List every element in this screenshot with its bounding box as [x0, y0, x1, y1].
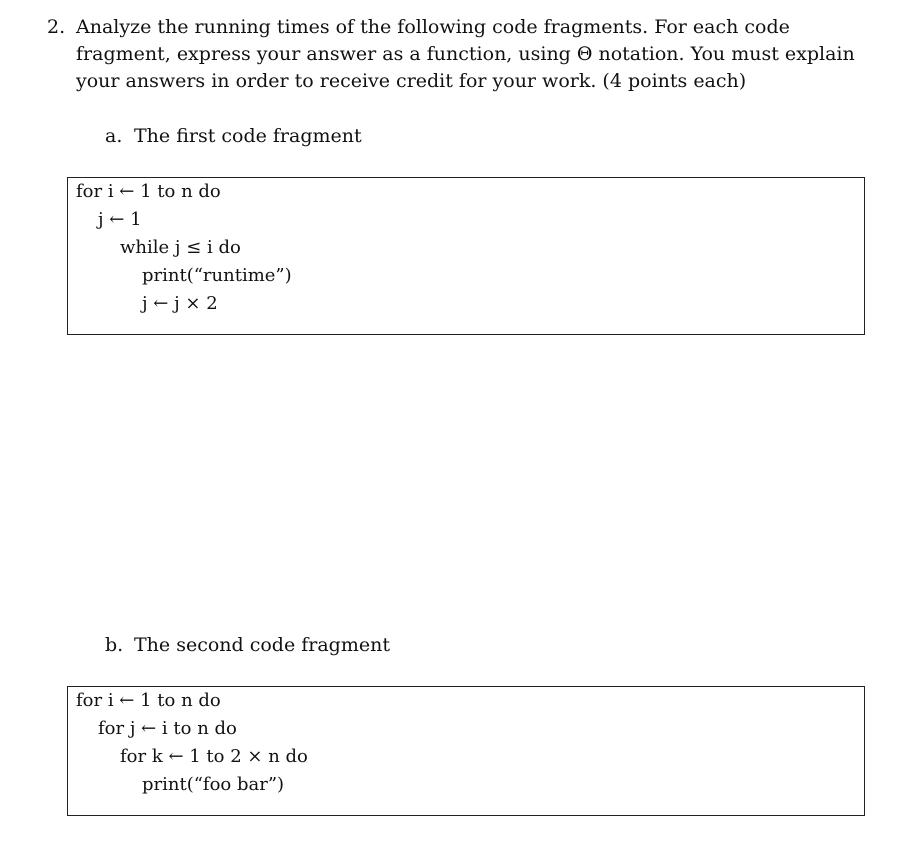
part-a-heading: [105, 124, 362, 148]
code-line: for k ← 1 to 2 × n do: [120, 746, 308, 767]
part-a-title: The first code fragment: [134, 125, 362, 147]
part-a-letter: a.: [105, 125, 123, 147]
code-fragment-b: [67, 686, 865, 816]
part-b-letter: b.: [105, 634, 124, 656]
code-line: for j ← i to n do: [98, 718, 237, 739]
code-line: print(“foo bar”): [142, 774, 285, 795]
code-line: for i ← 1 to n do: [76, 181, 221, 202]
part-b-title: The second code fragment: [134, 634, 390, 656]
code-line: while j ≤ i do: [120, 237, 241, 258]
code-fragment-a: [67, 177, 865, 335]
question-block: [47, 14, 867, 95]
code-line: j ← j × 2: [142, 293, 218, 314]
code-line: print(“runtime”): [142, 265, 292, 286]
code-line: for i ← 1 to n do: [76, 690, 221, 711]
question-number: 2.: [47, 16, 66, 38]
question-text: Analyze the running times of the following code fragments. For each code fragment, express your answer as a function, using Θ notation. You must explain your answers in order to receive credit for your work. (4 points each): [76, 16, 855, 92]
part-b-heading: [105, 633, 390, 657]
code-line: j ← 1: [98, 209, 142, 230]
